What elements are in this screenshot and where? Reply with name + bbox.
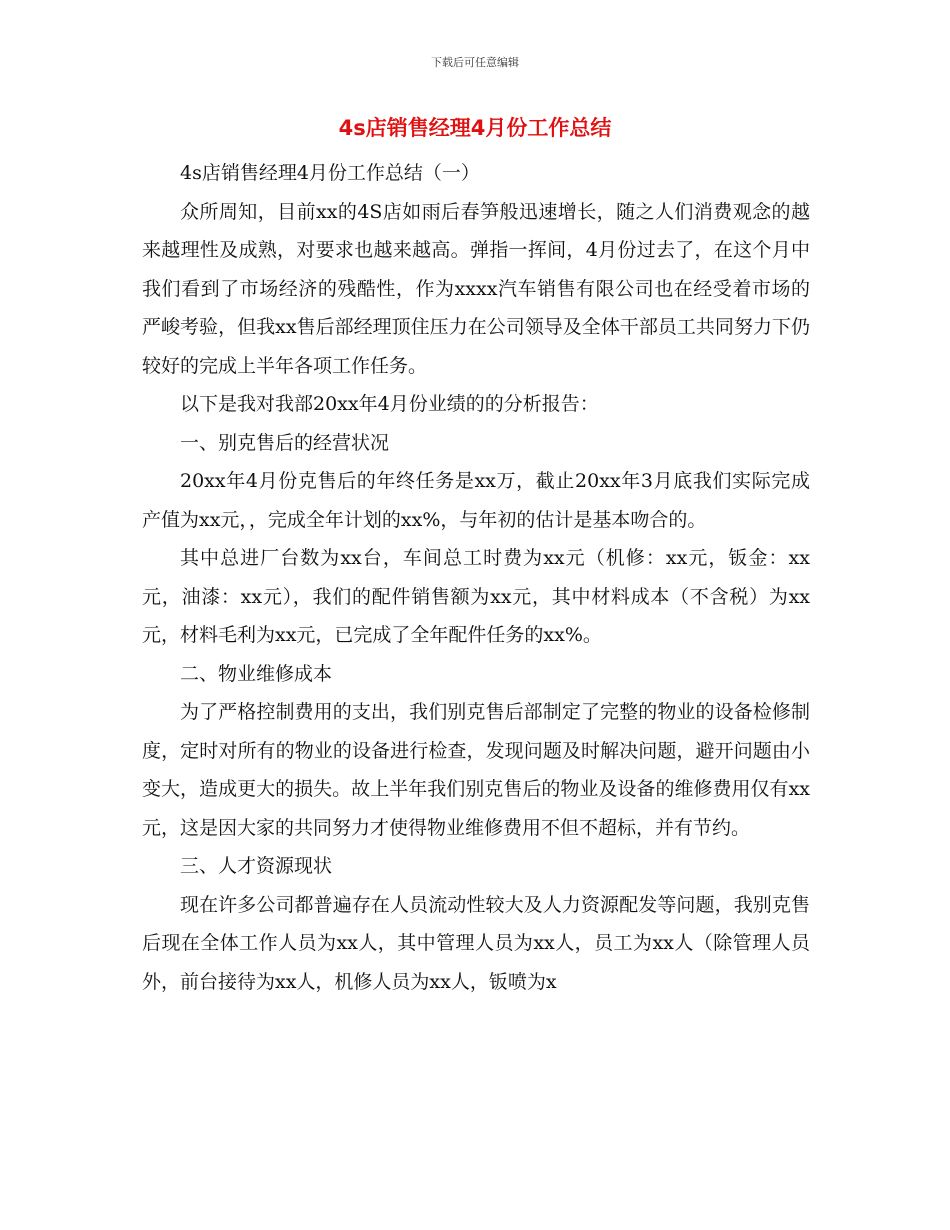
document-title: 4s店销售经理4月份工作总结: [338, 116, 612, 140]
paragraph: 其中总进厂台数为xx台，车间总工时费为xx元（机修：xx元，钣金：xx元，油漆：xx元），我们的配件销售额为xx元，其中材料成本（不含税）为xx元，材料毛利为xx元，已完成了全年配件任务的xx%。: [142, 547, 810, 646]
paragraph: 20xx年4月份克售后的年终任务是xx万，截止20xx年3月底我们实际完成产值为xx元，，完成全年计划的xx%，与年初的估计是基本吻合的。: [142, 470, 810, 531]
paragraph: 4s店销售经理4月份工作总结（一）: [180, 162, 480, 184]
paragraph: 为了严格控制费用的支出，我们别克售后部制定了完整的物业的设备检修制度，定时对所有的物业的设备进行检查，发现问题及时解决问题，避开问题由小变大，造成更大的损失。故上半年我们别克售后的物业及设备的维修费用仅有xx元，这是因大家的共同努力才使得物业维修费用不但不超标，并有节约。: [142, 701, 810, 839]
paragraph: 众所周知，目前xx的4S店如雨后春笋般迅速增长，随之人们消费观念的越来越理性及成熟，对要求也越来越高。弹指一挥间，4月份过去了，在这个月中我们看到了市场经济的残酷性，作为xxxx汽车销售有限公司也在经受着市场的严峻考验，但我xx售后部经理顶住压力在公司领导及全体干部员工共同努力下仍较好的完成上半年各项工作任务。: [142, 200, 810, 377]
document-body: [142, 154, 810, 1001]
section-heading: 一、别克售后的经营状况: [180, 431, 390, 454]
paragraph: 以下是我对我部20xx年4月份业绩的的分析报告：: [180, 393, 599, 415]
section-heading: 三、人才资源现状: [180, 855, 333, 877]
paragraph: 现在许多公司都普遍存在人员流动性较大及人力资源配发等问题，我别克售后现在全体工作人员为xx人，其中管理人员为xx人，员工为xx人（除管理人员外，前台接待为xx人，机修人员为xx人，钣喷为x: [142, 893, 810, 993]
section-heading: 二、物业维修成本: [180, 662, 333, 685]
header-note: 下载后可任意编辑: [431, 56, 519, 69]
